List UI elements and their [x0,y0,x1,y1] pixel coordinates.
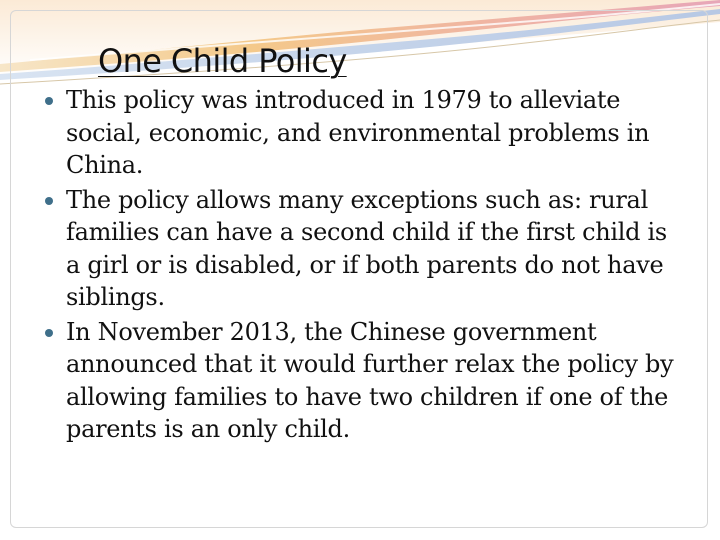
bullet-dot-icon [45,197,53,205]
bullet-item [40,316,680,446]
bullet-list [40,84,680,448]
bullet-text: In November 2013, the Chinese government announced that it would further relax the policy by allowing families to have two children if one of the parents is an only child. [66,317,674,443]
bullet-item [40,84,680,182]
bullet-text: This policy was introduced in 1979 to alleviate social, economic, and environmental problems in China. [66,86,650,179]
bullet-text: The policy allows many exceptions such as: rural families can have a second child if the first child is a girl or is disabled, or if both parents do not have siblings. [66,185,667,311]
bullet-dot-icon [45,329,53,337]
bullet-item [40,184,680,314]
slide-title: One Child Policy [98,42,347,80]
bullet-dot-icon [45,97,53,105]
